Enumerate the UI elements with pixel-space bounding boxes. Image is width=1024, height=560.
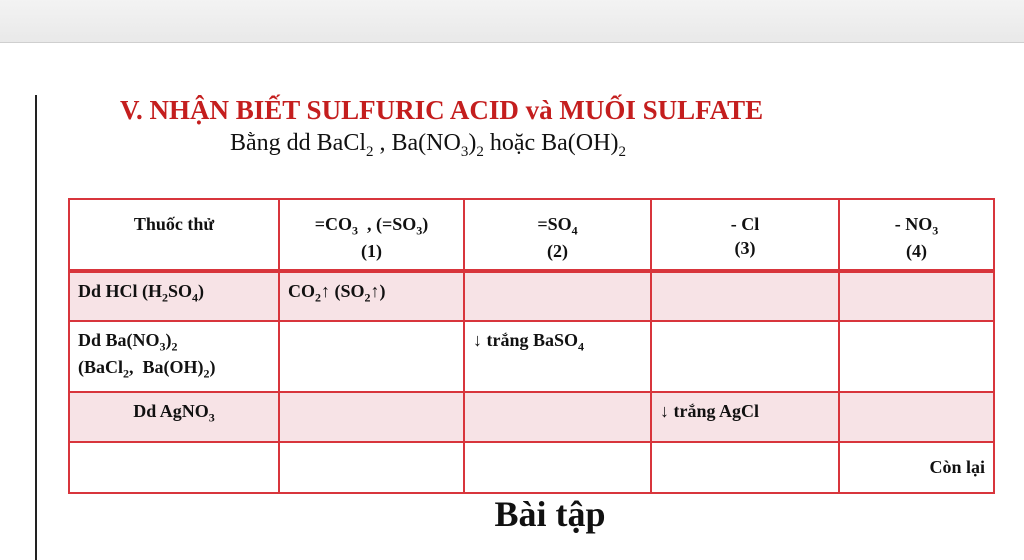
cell-empty [839,321,994,392]
table-row [69,321,994,392]
table-header-row [69,199,994,271]
cell-empty [839,271,994,321]
header-carbonate: $=CO_3$ , $(=SO_3)$ (1) [279,199,464,271]
cell-empty [279,442,464,493]
cell-empty [839,392,994,442]
cell-empty [464,271,651,321]
section-heading: V. NHẬN BIẾT SULFURIC ACID và MUỐI SULFATE [120,95,764,125]
exercise-title: Bài tập [494,494,606,534]
header-nitrate: - $NO_3$ (4) [839,199,994,271]
left-margin-rule [35,95,37,560]
cell-empty [464,442,651,493]
cell-empty [279,392,464,442]
cell-empty [464,392,651,442]
cell-empty [651,271,839,321]
cell-result-co2: $CO_2↑$ $(SO_2↑)$ [279,271,464,321]
cell-result-baso4: ↓ trắng BaSO$_4$ [464,321,651,392]
table-row [69,271,994,321]
header-sulfate: $=SO_4$ (2) [464,199,651,271]
cell-empty [279,321,464,392]
section-subheading: Bằng dd BaCl$_2$ , $Ba(NO_3)_2$ hoặc $Ba(OH)_2$ [230,130,626,160]
cell-empty [651,321,839,392]
cell-result-agcl: ↓ trắng AgCl [651,392,839,442]
cell-remaining: Còn lại [839,442,994,493]
header-reagent: Thuốc thử [69,199,279,271]
row-reagent-hcl: Dd HCl $(H_2SO_4)$ [69,271,279,321]
cell-empty [69,442,279,493]
row-reagent-barium: Dd $Ba(NO_3)_2$ (BaCl$_2$, $Ba(OH)_2$) [69,321,279,392]
table-row [69,392,994,442]
viewer-top-bar [0,0,1024,43]
header-chloride: - Cl (3) [651,199,839,271]
table-row [69,442,994,493]
identification-table [68,198,995,494]
cell-empty [651,442,839,493]
row-reagent-agno3: Dd AgNO$_3$ [69,392,279,442]
